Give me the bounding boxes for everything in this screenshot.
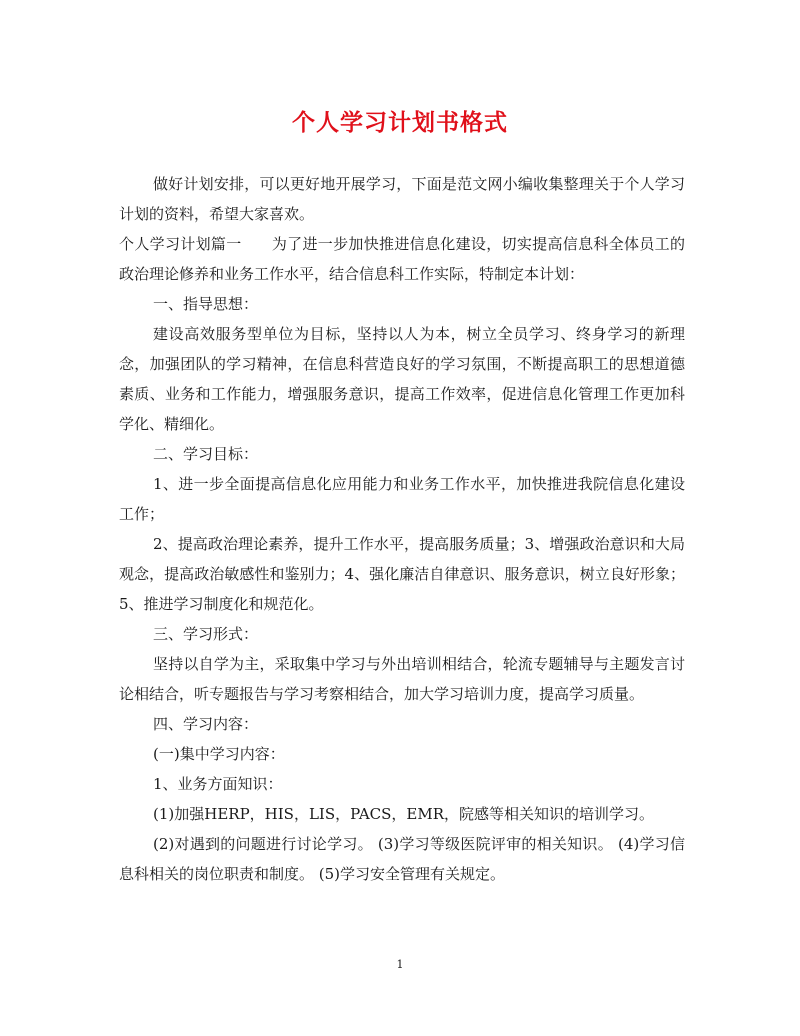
- section-1-text: 建设高效服务型单位为目标，坚持以人为本，树立全员学习、终身学习的新理念，加强团队的学习精神，在信息科营造良好的学习氛围，不断提高职工的思想道德素质、业务和工作能力，增强服务意识，提高工作效率，促进信息化管理工作更加科学化、精细化。: [119, 325, 685, 433]
- chapter-paragraph: [119, 229, 685, 289]
- section-4-item-1-2: (2)对遇到的问题进行讨论学习。 (3)学习等级医院评审的相关知识。 (4)学习信息科相关的岗位职责和制度。 (5)学习安全管理有关规定。: [119, 835, 685, 883]
- page-number: 1: [396, 958, 404, 971]
- section-1-heading: 一、指导思想：: [153, 295, 259, 313]
- section-3-heading: 三、学习形式：: [153, 625, 259, 643]
- section-2-item-1: 1、进一步全面提高信息化应用能力和业务工作水平，加快推进我院信息化建设工作；: [119, 475, 685, 523]
- section-4-subheading: (一)集中学习内容：: [153, 745, 285, 763]
- document-body: [119, 169, 685, 889]
- document-title: 个人学习计划书格式: [292, 109, 508, 136]
- section-3-text: 坚持以自学为主，采取集中学习与外出培训相结合，轮流专题辅导与主题发言讨论相结合，听专题报告与学习考察相结合，加大学习培训力度，提高学习质量。: [119, 655, 685, 703]
- section-4-item-1-1: (1)加强HERP，HIS，LIS，PACS，EMR，院感等相关知识的培训学习。: [153, 805, 655, 823]
- section-4-item-1: 1、业务方面知识：: [153, 775, 283, 793]
- chapter-intro: 为了进一步加快推进信息化建设，切实提高信息科全体员工的政治理论修养和业务工作水平，结合信息科工作实际，特制定本计划：: [119, 235, 685, 283]
- chapter-heading: 个人学习计划篇一: [119, 235, 242, 253]
- section-4-heading: 四、学习内容：: [153, 715, 259, 733]
- section-2-item-2: 2、提高政治理论素养，提升工作水平，提高服务质量；3、增强政治意识和大局观念，提高政治敏感性和鉴别力；4、强化廉洁自律意识、服务意识，树立良好形象；5、推进学习制度化和规范化。: [119, 535, 685, 613]
- intro-paragraph: 做好计划安排，可以更好地开展学习，下面是范文网小编收集整理关于个人学习计划的资料，希望大家喜欢。: [119, 175, 685, 223]
- section-2-heading: 二、学习目标：: [153, 445, 259, 463]
